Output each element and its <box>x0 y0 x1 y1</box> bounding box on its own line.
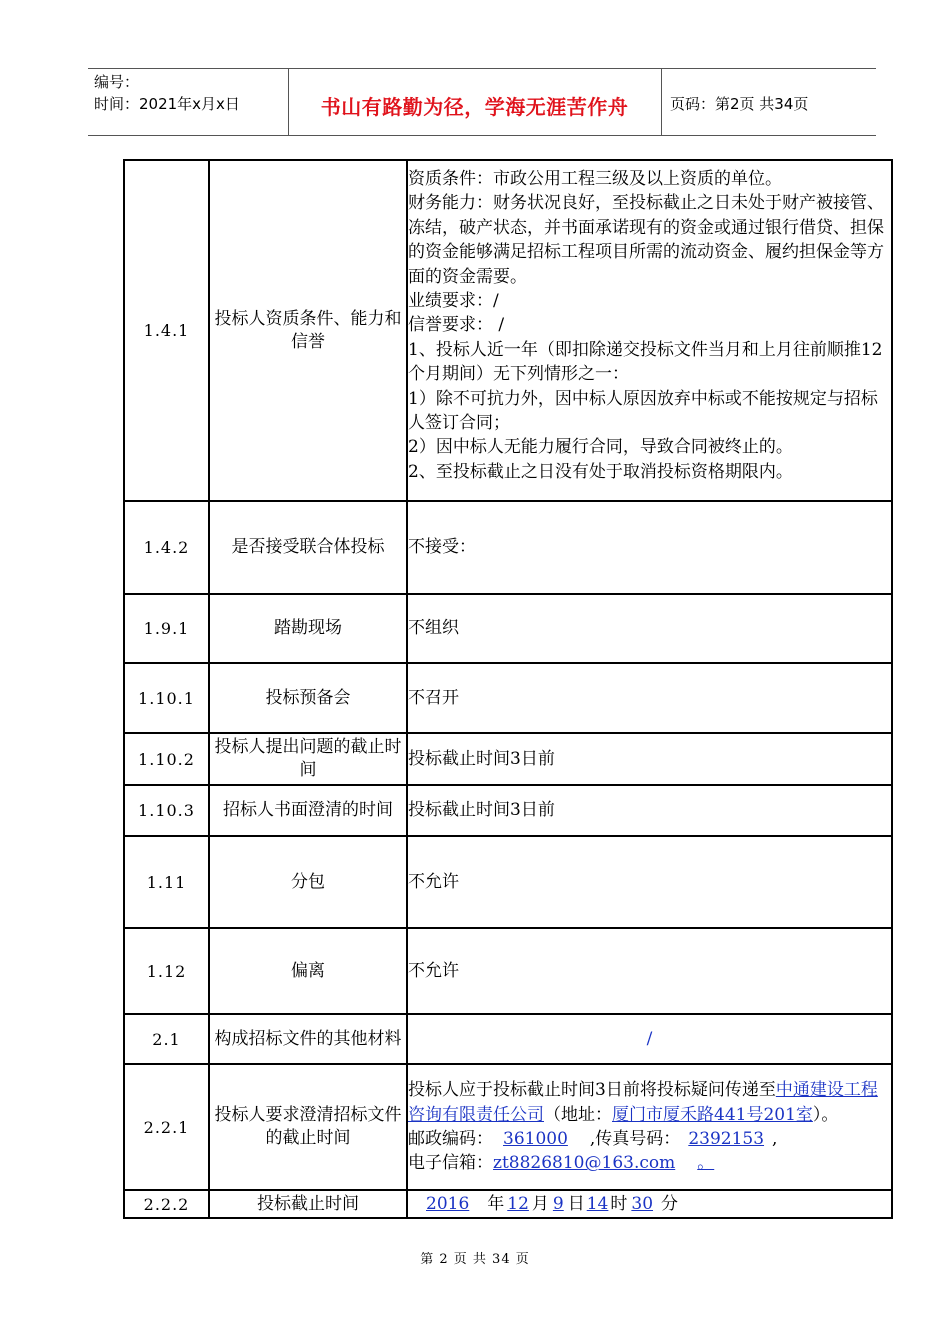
deadline-year-unit: 年 <box>487 1193 505 1214</box>
clause-content: 不允许 <box>407 836 892 928</box>
content-line: 财务能力：财务状况良好，至投标截止之日未处于财产被接管、冻结，破产状态，并书面承诺现有的资金或通过银行借贷、担保的资金能够满足招标工程项目所需的流动资金、履约担保金等方面的资金需要。 <box>408 193 884 287</box>
content-line: 2）因中标人无能力履行合同，导致合同被终止的。 <box>408 437 793 458</box>
deadline-minute: 30 <box>631 1193 654 1214</box>
deadline-month-unit: 月 <box>531 1193 549 1214</box>
clause-number: 1.10.1 <box>124 663 209 733</box>
clause-content <box>407 1190 892 1218</box>
table-row <box>124 1014 892 1064</box>
header-divider <box>661 69 662 135</box>
clause-number: 1.10.3 <box>124 785 209 836</box>
header-meta <box>94 71 289 115</box>
clause-item: 偏离 <box>209 928 407 1014</box>
postcode-value: 361000 <box>503 1129 568 1149</box>
content-line: 1）除不可抗力外，因中标人原因放弃中标或不能按规定与招标人签订合同； <box>408 388 878 434</box>
clause-item: 构成招标文件的其他材料 <box>209 1014 407 1064</box>
clause-number: 1.12 <box>124 928 209 1014</box>
clause-number: 2.2.1 <box>124 1064 209 1190</box>
deadline-year: 2016 <box>426 1193 470 1214</box>
table-row <box>124 501 892 594</box>
clause-item: 分包 <box>209 836 407 928</box>
header-motto: 书山有路勤为径，学海无涯苦作舟 <box>320 95 629 119</box>
fax-value: 2392153 <box>688 1129 765 1149</box>
deadline-month: 12 <box>507 1193 529 1214</box>
clause-content: 不允许 <box>407 928 892 1014</box>
clause-number: 1.10.2 <box>124 733 209 785</box>
clause-content: 不接受： <box>407 501 892 594</box>
clause-content <box>407 1064 892 1190</box>
bid-data-table <box>123 159 893 1219</box>
table-row <box>124 594 892 663</box>
clause-item: 招标人书面澄清的时间 <box>209 785 407 836</box>
deadline-minute-unit: 分 <box>661 1193 679 1214</box>
header-time: 时间：2021年x月x日 <box>94 95 240 113</box>
clause-item: 投标截止时间 <box>209 1190 407 1218</box>
clause-item: 投标人资质条件、能力和信誉 <box>209 160 407 501</box>
address-value: 厦门市厦禾路441号201室 <box>612 1104 813 1125</box>
contact-line <box>408 1127 891 1151</box>
clause-content <box>407 160 892 501</box>
table-row <box>124 928 892 1014</box>
address-close: ）。 <box>812 1104 839 1125</box>
content-line: 1、投标人近一年（即扣除递交投标文件当月和上月往前顺推12个月期间）无下列情形之一： <box>408 339 883 385</box>
deadline-hour: 14 <box>586 1193 609 1214</box>
email-end: 。 <box>697 1153 715 1174</box>
clause-content: 投标截止时间3日前 <box>407 785 892 836</box>
table-row <box>124 733 892 785</box>
table-row <box>124 1064 892 1190</box>
email-label: 电子信箱： <box>408 1153 493 1174</box>
header-page-info: 页码：第2页 共34页 <box>670 95 809 113</box>
table-row <box>124 663 892 733</box>
page-footer: 第 2 页 共 34 页 <box>420 1252 530 1267</box>
clause-number: 2.1 <box>124 1014 209 1064</box>
content-line: 信誉要求： / <box>408 315 505 336</box>
clarification-text <box>408 1078 891 1127</box>
email-value: zt8826810@163.com <box>493 1153 676 1174</box>
deadline-day: 9 <box>552 1193 564 1214</box>
clarification-prefix: 投标人应于投标截止时间3日前将投标疑问传递至 <box>408 1080 776 1101</box>
clause-number: 1.9.1 <box>124 594 209 663</box>
clause-item: 踏勘现场 <box>209 594 407 663</box>
content-line: 业绩要求：/ <box>408 291 499 312</box>
table-row <box>124 160 892 501</box>
content-line: 2、至投标截止之日没有处于取消投标资格期限内。 <box>408 461 793 482</box>
clause-item: 投标人提出问题的截止时间 <box>209 733 407 785</box>
clause-content: 不召开 <box>407 663 892 733</box>
clause-item: 投标人要求澄清招标文件的截止时间 <box>209 1064 407 1190</box>
table-row <box>124 785 892 836</box>
table-row <box>124 1190 892 1218</box>
postcode-label: 邮政编码： <box>408 1129 493 1149</box>
clause-item: 投标预备会 <box>209 663 407 733</box>
fax-end: , <box>772 1129 778 1149</box>
clause-number: 1.4.2 <box>124 501 209 594</box>
clause-content: 投标截止时间3日前 <box>407 733 892 785</box>
table-row <box>124 836 892 928</box>
email-line <box>408 1151 891 1175</box>
address-open: （地址： <box>544 1104 612 1125</box>
clause-number: 1.11 <box>124 836 209 928</box>
header-number: 编号： <box>94 73 140 91</box>
company-name: 中通建设工程咨询有限责任公司 <box>408 1080 878 1125</box>
clause-number: 1.4.1 <box>124 160 209 501</box>
page-header <box>88 68 876 136</box>
clause-item: 是否接受联合体投标 <box>209 501 407 594</box>
deadline-day-unit: 日 <box>567 1193 585 1214</box>
fax-label: ,传真号码： <box>589 1129 681 1149</box>
clause-content: 不组织 <box>407 594 892 663</box>
clause-number: 2.2.2 <box>124 1190 209 1218</box>
content-line: 资质条件：市政公用工程三级及以上资质的单位。 <box>408 169 782 189</box>
clause-content: / <box>407 1014 892 1064</box>
deadline-hour-unit: 时 <box>610 1193 628 1214</box>
